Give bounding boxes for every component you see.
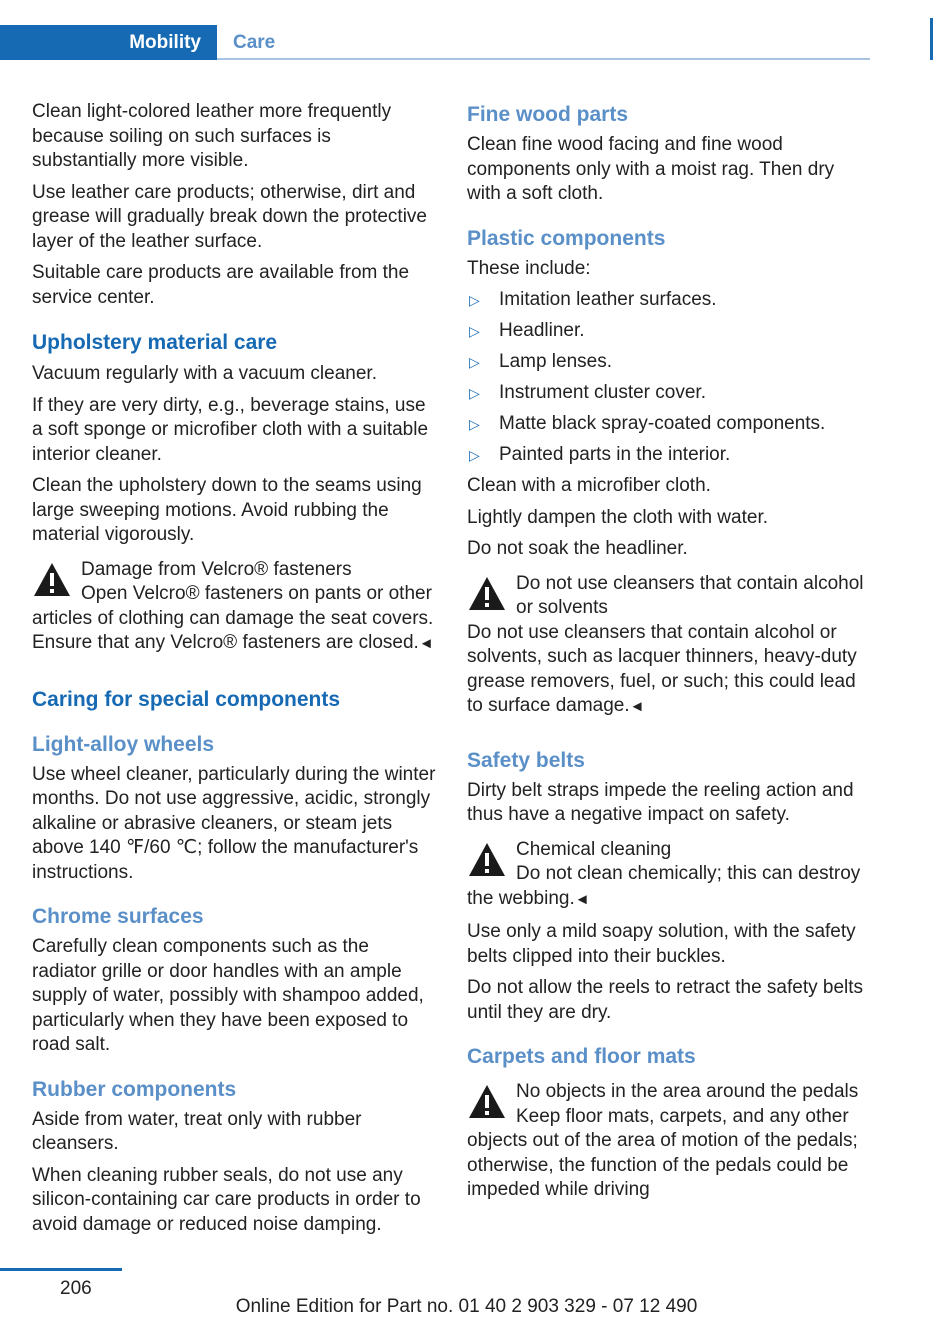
page-number: 206 [60,1278,92,1299]
upholstery-paragraph-2: If they are very dirty, e.g., beverage stains, use a soft sponge or microfiber cloth with a suitable interior cleaner. [32,394,429,465]
wheels-paragraph: Use wheel cleaner, particularly during the winter months. Do not use aggressive, acidic, strongly alkaline or abrasive cleaners, or steam jets above 140 ℉/60 ℃; follow the manufacturer's instructions. [32,763,436,883]
velcro-warning-title: Damage from Velcro® fasteners [81,558,352,580]
belts-heading: Safety belts [467,748,585,772]
pedals-warning [467,1080,872,1203]
leather-paragraph-3: Suitable care products are available from the service center. [32,262,410,308]
chapter-tabbar [0,25,870,60]
leather-paragraph-2: Use leather care products; otherwise, dirt and grease will gradually break down the protective layer of the leather surface. [32,181,427,252]
alcohol-warning-title: Do not use cleansers that contain alcohol or solvents [516,572,864,618]
triangle-bullet-icon: ▷ [469,416,480,432]
list-item: ▷ Painted parts in the interior. [467,443,872,468]
tab-care[interactable]: Care [233,32,276,53]
alcohol-warning [467,572,872,720]
rubber-paragraph-2: When cleaning rubber seals, do not use any silicon-containing car care products in order to avoid damage or reduced noise damping. [32,1164,421,1235]
list-item: ▷ Matte black spray-coated components. [467,412,872,437]
wheels-heading: Light-alloy wheels [32,732,215,756]
pedals-warning-title: No objects in the area around the pedals [516,1081,859,1102]
chrome-heading: Chrome surfaces [32,905,204,928]
triangle-bullet-icon: ▷ [469,323,480,339]
belts-paragraph-2: Use only a mild soapy solution, with the safety belts clipped into their buckles. [467,921,856,967]
plastic-paragraph-2: Lightly dampen the cloth with water. [467,506,769,528]
right-column [467,100,872,1211]
triangle-bullet-icon: ▷ [469,292,480,308]
left-column [32,100,436,1244]
end-mark: ◄ [574,890,590,908]
upholstery-paragraph-3: Clean the upholstery down to the seams using large sweeping motions. Avoid rubbing the material vigorously. [32,475,422,545]
rubber-paragraph-1: Aside from water, treat only with rubber cleansers. [32,1108,362,1154]
plastic-paragraph-3: Do not soak the headliner. [467,538,688,559]
warning-triangle-icon [467,1082,507,1122]
end-mark: ◄ [418,635,434,652]
chemical-warning-title: Chemical cleaning [516,838,672,860]
plastic-paragraph-1: Clean with a microfiber cloth. [467,475,711,496]
footer-rule [0,1268,122,1271]
carpets-heading: Carpets and floor mats [467,1045,696,1068]
triangle-bullet-icon: ▷ [469,354,480,370]
upholstery-paragraph-1: Vacuum regularly with a vacuum cleaner. [32,363,377,384]
alcohol-warning-body: Do not use cleansers that contain alcohol or solvents, such as lacquer thinners, heavy-duty grease removers, fuel, or such; this could lead to surface damage. [467,621,857,716]
tab-underline [217,58,870,60]
wood-paragraph: Clean fine wood facing and fine wood components only with a moist rag. Then dry with a soft cloth. [467,134,835,204]
list-item: ▷ Imitation leather surfaces. [467,288,872,313]
chrome-paragraph: Carefully clean components such as the radiator grille or door handles with an ample supply of water, possibly with shampoo added, particularly when they have been exposed to road salt. [32,936,424,1055]
list-item: ▷ Lamp lenses. [467,350,872,375]
upholstery-heading: Upholstery material care [32,331,278,354]
list-item: ▷ Instrument cluster cover. [467,381,872,406]
chemical-warning [467,838,872,913]
velcro-warning-body: Open Velcro® fasteners on pants or other articles of clothing can damage the seat covers. Ensure that any Velcro® fasteners are closed. [32,583,434,653]
edition-footer: Online Edition for Part no. 01 40 2 903 329 - 07 12 490 [235,1296,698,1317]
plastic-heading: Plastic components [467,226,666,250]
warning-triangle-icon [467,840,507,880]
belts-paragraph-1: Dirty belt straps impede the reeling action and thus have a negative impact on safety. [467,779,854,825]
tab-mobility[interactable]: Mobility [0,25,217,60]
plastic-list [467,288,872,468]
warning-triangle-icon [32,560,72,600]
triangle-bullet-icon: ▷ [469,447,480,463]
end-mark: ◄ [629,698,645,715]
triangle-bullet-icon: ▷ [469,385,480,401]
list-item: ▷ Headliner. [467,319,872,344]
leather-paragraph-1: Clean light-colored leather more frequently because soiling on such surfaces is substantially more visible. [32,101,392,171]
plastic-intro: These include: [467,257,591,279]
pedals-warning-body: Keep floor mats, carpets, and any other objects out of the area of motion of the pedals; otherwise, the function of the pedals could be impeded while driving [467,1105,858,1200]
belts-paragraph-3: Do not allow the reels to retract the safety belts until they are dry. [467,977,864,1023]
velcro-warning [32,558,436,657]
rubber-heading: Rubber components [32,1077,237,1101]
warning-triangle-icon [467,574,507,614]
special-components-heading: Caring for special components [32,687,341,711]
wood-heading: Fine wood parts [467,103,629,126]
chemical-warning-body: Do not clean chemically; this can destroy the webbing. [467,863,861,909]
